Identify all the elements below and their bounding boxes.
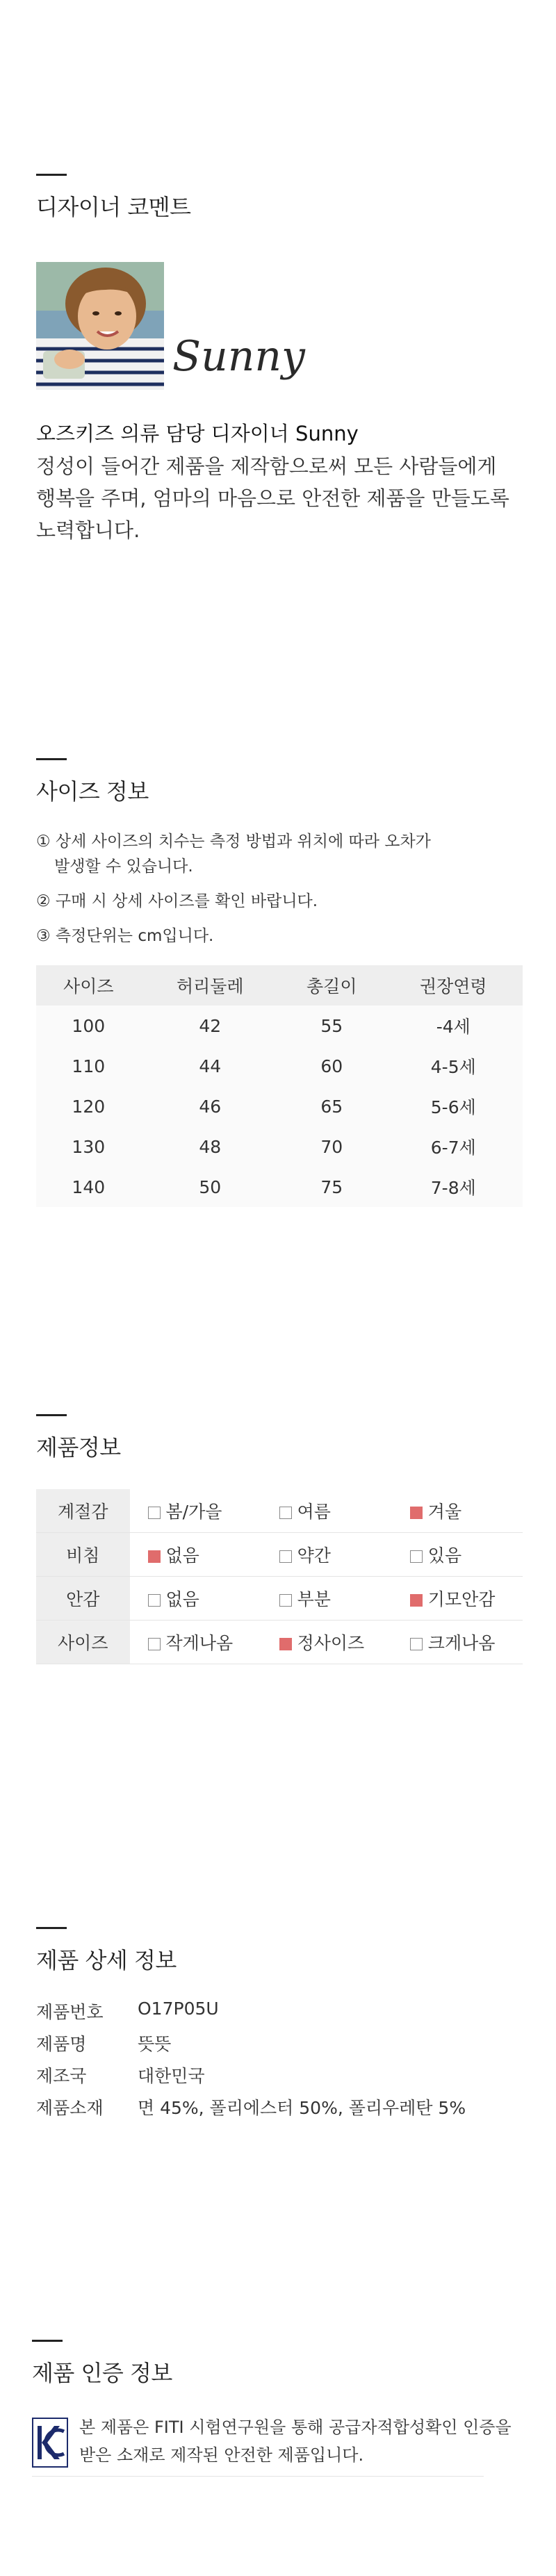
info-option-label: 없음: [165, 1545, 199, 1566]
comment-line: 행복을 주며, 엄마의 마음으로 안전한 제품을 만들도록: [36, 486, 509, 510]
certification-heading: 제품 인증 정보: [32, 2360, 172, 2386]
info-option-label: 겨울: [427, 1502, 462, 1522]
info-option: [392, 1489, 523, 1533]
divider: [32, 2476, 484, 2477]
section-divider: [36, 758, 67, 760]
info-row-label: 사이즈: [36, 1621, 130, 1664]
table-cell: 7-8세: [384, 1167, 523, 1207]
info-option: [130, 1533, 261, 1577]
svg-text:Sunny: Sunny: [172, 332, 305, 381]
designer-name: 오즈키즈 의류 담당 디자이너 Sunny: [36, 422, 359, 445]
checked-box-icon: [148, 1550, 161, 1563]
unchecked-box-icon: [279, 1507, 292, 1519]
info-row: [36, 1533, 523, 1577]
product-info-section: [36, 1414, 523, 1653]
designer-photo: [36, 262, 164, 390]
table-cell: 50: [141, 1167, 279, 1207]
info-option: [261, 1533, 392, 1577]
detail-row: [36, 1999, 466, 2031]
note-2: ② 구매 시 상세 사이즈를 확인 바랍니다.: [36, 892, 318, 910]
unchecked-box-icon: [148, 1594, 161, 1607]
info-option: [130, 1621, 261, 1664]
unchecked-box-icon: [148, 1638, 161, 1650]
unchecked-box-icon: [410, 1550, 423, 1563]
product-info-table: [36, 1489, 523, 1664]
detail-key: 제조국: [36, 2066, 87, 2086]
info-row-label: 안감: [36, 1577, 130, 1621]
column-header: 총길이: [279, 965, 384, 1006]
table-cell: 120: [36, 1086, 141, 1126]
designer-section: [36, 174, 523, 542]
detail-list: [36, 1999, 466, 2126]
table-cell: 75: [279, 1167, 384, 1207]
info-option: [261, 1489, 392, 1533]
info-option-label: 여름: [297, 1502, 331, 1522]
detail-row: [36, 2062, 466, 2094]
table-cell: 4-5세: [384, 1046, 523, 1086]
section-divider: [32, 2340, 63, 2342]
note-1-cont: 발생할 수 있습니다.: [54, 858, 193, 876]
table-cell: 55: [279, 1006, 384, 1046]
column-header: 사이즈: [36, 965, 141, 1006]
column-header: 권장연령: [384, 965, 523, 1006]
product-info-heading: 제품정보: [36, 1434, 121, 1461]
table-row: [36, 1006, 523, 1046]
table-cell: 48: [141, 1126, 279, 1167]
detail-row: [36, 2031, 466, 2062]
size-info-section: [36, 758, 523, 1198]
column-header: 허리둘레: [141, 965, 279, 1006]
info-option: [130, 1489, 261, 1533]
certification-text: [79, 2413, 512, 2469]
detail-value: 뜻뜻: [138, 2034, 172, 2054]
info-row: [36, 1577, 523, 1621]
table-row: [36, 1086, 523, 1126]
kc-mark-icon: [32, 2418, 68, 2468]
size-info-heading: 사이즈 정보: [36, 778, 149, 805]
info-row-label: 비침: [36, 1533, 130, 1577]
table-cell: 100: [36, 1006, 141, 1046]
detail-row: [36, 2094, 466, 2126]
table-row: [36, 1046, 523, 1086]
checked-box-icon: [279, 1638, 292, 1650]
detail-key: 제품번호: [36, 2002, 104, 2022]
unchecked-box-icon: [279, 1594, 292, 1607]
checked-box-icon: [410, 1594, 423, 1607]
product-detail-section: [36, 1927, 523, 2118]
info-option-label: 봄/가을: [165, 1502, 222, 1522]
table-cell: 60: [279, 1046, 384, 1086]
table-cell: 42: [141, 1006, 279, 1046]
info-option: [392, 1621, 523, 1664]
table-row: [36, 1167, 523, 1207]
table-cell: 46: [141, 1086, 279, 1126]
detail-value: O17P05U: [138, 1999, 219, 2019]
designer-comment: [36, 450, 516, 546]
note-3: ③ 측정단위는 cm입니다.: [36, 927, 214, 945]
info-option-label: 약간: [297, 1545, 331, 1566]
cert-line-1: 본 제품은 FITI 시험연구원을 통해 공급자적합성확인 인증을: [79, 2418, 512, 2437]
table-cell: 44: [141, 1046, 279, 1086]
designer-signature: [168, 316, 356, 400]
info-option: [261, 1577, 392, 1621]
table-cell: -4세: [384, 1006, 523, 1046]
unchecked-box-icon: [410, 1638, 423, 1650]
size-table: [36, 965, 523, 1207]
note-1: ① 상세 사이즈의 치수는 측정 방법과 위치에 따라 오차가: [36, 832, 431, 851]
certification-box: [32, 2409, 518, 2479]
table-cell: 70: [279, 1126, 384, 1167]
info-option-label: 정사이즈: [297, 1633, 365, 1653]
info-option-label: 작게나옴: [165, 1633, 234, 1653]
info-option-label: 없음: [165, 1589, 199, 1609]
info-option: [392, 1577, 523, 1621]
detail-key: 제품소재: [36, 2098, 104, 2118]
info-option: [130, 1577, 261, 1621]
info-row-label: 계절감: [36, 1489, 130, 1533]
cert-line-2: 받은 소재로 제작된 안전한 제품입니다.: [79, 2445, 364, 2465]
size-notes: [36, 829, 431, 958]
product-detail-heading: 제품 상세 정보: [36, 1947, 177, 1974]
table-row: [36, 1126, 523, 1167]
unchecked-box-icon: [148, 1507, 161, 1519]
checked-box-icon: [410, 1507, 423, 1519]
section-divider: [36, 174, 67, 176]
table-cell: 130: [36, 1126, 141, 1167]
info-option-label: 기모안감: [427, 1589, 496, 1609]
detail-value: 면 45%, 폴리에스터 50%, 폴리우레탄 5%: [138, 2098, 466, 2118]
info-option: [392, 1533, 523, 1577]
designer-heading: 디자이너 코멘트: [36, 194, 191, 220]
table-cell: 110: [36, 1046, 141, 1086]
info-option-label: 부분: [297, 1589, 331, 1609]
detail-key: 제품명: [36, 2034, 87, 2054]
detail-value: 대한민국: [138, 2066, 205, 2086]
unchecked-box-icon: [279, 1550, 292, 1563]
info-row: [36, 1489, 523, 1533]
info-row: [36, 1621, 523, 1664]
info-option: [261, 1621, 392, 1664]
table-cell: 6-7세: [384, 1126, 523, 1167]
certification-section: [32, 2340, 518, 2465]
table-header-row: [36, 965, 523, 1006]
table-cell: 65: [279, 1086, 384, 1126]
table-cell: 5-6세: [384, 1086, 523, 1126]
info-option-label: 있음: [427, 1545, 462, 1566]
comment-line: 노력합니다.: [36, 518, 140, 542]
comment-line: 정성이 들어간 제품을 제작함으로써 모든 사람들에게: [36, 454, 497, 478]
section-divider: [36, 1927, 67, 1929]
table-cell: 140: [36, 1167, 141, 1207]
section-divider: [36, 1414, 67, 1416]
info-option-label: 크게나옴: [427, 1633, 496, 1653]
